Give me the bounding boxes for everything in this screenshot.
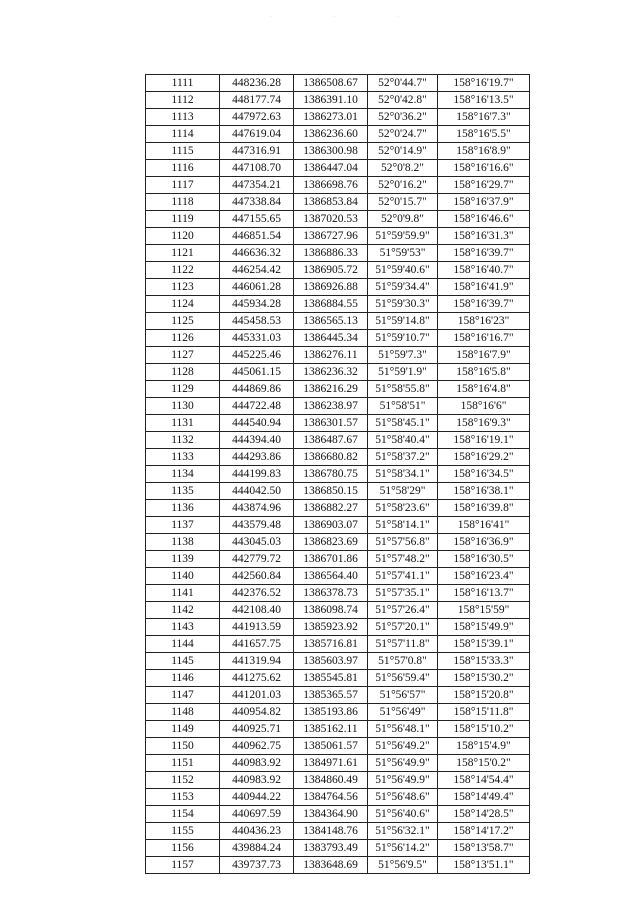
point-number-cell: 1137 — [146, 517, 220, 534]
table-row — [146, 228, 530, 245]
point-number-cell: 1148 — [146, 704, 220, 721]
point-number-cell: 1143 — [146, 619, 220, 636]
point-number-cell: 1124 — [146, 296, 220, 313]
longitude-cell: 158°16'19.1" — [438, 432, 530, 449]
y-coordinate-cell: 1386903.07 — [294, 517, 368, 534]
x-coordinate-cell: 440697.59 — [220, 806, 294, 823]
longitude-cell: 158°15'39.1" — [438, 636, 530, 653]
longitude-cell: 158°16'41.9" — [438, 279, 530, 296]
table-row — [146, 466, 530, 483]
x-coordinate-cell: 440983.92 — [220, 755, 294, 772]
x-coordinate-cell: 447108.70 — [220, 160, 294, 177]
x-coordinate-cell: 447619.04 — [220, 126, 294, 143]
longitude-cell: 158°16'46.6" — [438, 211, 530, 228]
point-number-cell: 1144 — [146, 636, 220, 653]
table-row — [146, 245, 530, 262]
table-row — [146, 194, 530, 211]
latitude-cell: 51°57'35.1" — [368, 585, 438, 602]
point-number-cell: 1132 — [146, 432, 220, 449]
latitude-cell: 51°57'11.8" — [368, 636, 438, 653]
table-row — [146, 279, 530, 296]
table-row — [146, 517, 530, 534]
longitude-cell: 158°15'0.2" — [438, 755, 530, 772]
latitude-cell: 51°56'9.5" — [368, 857, 438, 874]
y-coordinate-cell: 1385162.11 — [294, 721, 368, 738]
latitude-cell: 52°0'24.7" — [368, 126, 438, 143]
point-number-cell: 1116 — [146, 160, 220, 177]
longitude-cell: 158°16'34.5" — [438, 466, 530, 483]
point-number-cell: 1154 — [146, 806, 220, 823]
point-number-cell: 1149 — [146, 721, 220, 738]
y-coordinate-cell: 1386236.32 — [294, 364, 368, 381]
longitude-cell: 158°16'30.5" — [438, 551, 530, 568]
x-coordinate-cell: 445458.53 — [220, 313, 294, 330]
table-row — [146, 432, 530, 449]
point-number-cell: 1152 — [146, 772, 220, 789]
latitude-cell: 51°56'49.9" — [368, 755, 438, 772]
x-coordinate-cell: 440925.71 — [220, 721, 294, 738]
longitude-cell: 158°16'8.9" — [438, 143, 530, 160]
longitude-cell: 158°16'16.6" — [438, 160, 530, 177]
latitude-cell: 51°56'48.6" — [368, 789, 438, 806]
y-coordinate-cell: 1385923.92 — [294, 619, 368, 636]
longitude-cell: 158°16'39.7" — [438, 245, 530, 262]
longitude-cell: 158°16'37.9" — [438, 194, 530, 211]
x-coordinate-cell: 441275.62 — [220, 670, 294, 687]
longitude-cell: 158°16'13.7" — [438, 585, 530, 602]
y-coordinate-cell: 1385545.81 — [294, 670, 368, 687]
latitude-cell: 51°56'49" — [368, 704, 438, 721]
y-coordinate-cell: 1385603.97 — [294, 653, 368, 670]
point-number-cell: 1134 — [146, 466, 220, 483]
y-coordinate-cell: 1384364.90 — [294, 806, 368, 823]
x-coordinate-cell: 447338.84 — [220, 194, 294, 211]
longitude-cell: 158°13'51.1" — [438, 857, 530, 874]
table-row — [146, 262, 530, 279]
longitude-cell: 158°16'31.3" — [438, 228, 530, 245]
point-number-cell: 1126 — [146, 330, 220, 347]
latitude-cell: 51°57'41.1" — [368, 568, 438, 585]
table-row — [146, 415, 530, 432]
point-number-cell: 1156 — [146, 840, 220, 857]
latitude-cell: 52°0'44.7" — [368, 75, 438, 92]
table-row — [146, 602, 530, 619]
longitude-cell: 158°16'38.1" — [438, 483, 530, 500]
y-coordinate-cell: 1386882.27 — [294, 500, 368, 517]
x-coordinate-cell: 444869.86 — [220, 381, 294, 398]
longitude-cell: 158°16'9.3" — [438, 415, 530, 432]
longitude-cell: 158°16'39.7" — [438, 296, 530, 313]
longitude-cell: 158°16'23.4" — [438, 568, 530, 585]
latitude-cell: 51°58'45.1" — [368, 415, 438, 432]
y-coordinate-cell: 1386905.72 — [294, 262, 368, 279]
point-number-cell: 1114 — [146, 126, 220, 143]
y-coordinate-cell: 1386508.67 — [294, 75, 368, 92]
x-coordinate-cell: 444293.86 — [220, 449, 294, 466]
y-coordinate-cell: 1386886.33 — [294, 245, 368, 262]
latitude-cell: 51°58'51" — [368, 398, 438, 415]
latitude-cell: 51°59'40.6" — [368, 262, 438, 279]
point-number-cell: 1151 — [146, 755, 220, 772]
table-row — [146, 568, 530, 585]
longitude-cell: 158°16'5.8" — [438, 364, 530, 381]
longitude-cell: 158°15'30.2" — [438, 670, 530, 687]
point-number-cell: 1127 — [146, 347, 220, 364]
x-coordinate-cell: 447972.63 — [220, 109, 294, 126]
latitude-cell: 51°58'29" — [368, 483, 438, 500]
table-row — [146, 92, 530, 109]
y-coordinate-cell: 1386701.86 — [294, 551, 368, 568]
table-row — [146, 347, 530, 364]
point-number-cell: 1140 — [146, 568, 220, 585]
latitude-cell: 51°56'48.1" — [368, 721, 438, 738]
y-coordinate-cell: 1386564.40 — [294, 568, 368, 585]
latitude-cell: 51°57'20.1" — [368, 619, 438, 636]
latitude-cell: 52°0'9.8" — [368, 211, 438, 228]
longitude-cell: 158°16'29.2" — [438, 449, 530, 466]
scan-specks: · · · — [270, 14, 429, 20]
latitude-cell: 51°59'34.4" — [368, 279, 438, 296]
point-number-cell: 1138 — [146, 534, 220, 551]
coordinates-table — [145, 74, 530, 874]
table-row — [146, 483, 530, 500]
y-coordinate-cell: 1386300.98 — [294, 143, 368, 160]
longitude-cell: 158°15'59" — [438, 602, 530, 619]
point-number-cell: 1131 — [146, 415, 220, 432]
y-coordinate-cell: 1386850.15 — [294, 483, 368, 500]
y-coordinate-cell: 1386391.10 — [294, 92, 368, 109]
coordinates-table-container — [145, 74, 529, 874]
y-coordinate-cell: 1386378.73 — [294, 585, 368, 602]
x-coordinate-cell: 447155.65 — [220, 211, 294, 228]
y-coordinate-cell: 1386216.29 — [294, 381, 368, 398]
table-row — [146, 653, 530, 670]
latitude-cell: 52°0'14.9" — [368, 143, 438, 160]
x-coordinate-cell: 447316.91 — [220, 143, 294, 160]
x-coordinate-cell: 442108.40 — [220, 602, 294, 619]
y-coordinate-cell: 1386823.69 — [294, 534, 368, 551]
x-coordinate-cell: 446061.28 — [220, 279, 294, 296]
table-row — [146, 857, 530, 874]
latitude-cell: 51°59'59.9" — [368, 228, 438, 245]
point-number-cell: 1130 — [146, 398, 220, 415]
x-coordinate-cell: 447354.21 — [220, 177, 294, 194]
point-number-cell: 1120 — [146, 228, 220, 245]
table-row — [146, 364, 530, 381]
longitude-cell: 158°16'39.8" — [438, 500, 530, 517]
point-number-cell: 1141 — [146, 585, 220, 602]
point-number-cell: 1136 — [146, 500, 220, 517]
y-coordinate-cell: 1385193.86 — [294, 704, 368, 721]
longitude-cell: 158°16'29.7" — [438, 177, 530, 194]
longitude-cell: 158°15'49.9" — [438, 619, 530, 636]
y-coordinate-cell: 1383793.49 — [294, 840, 368, 857]
longitude-cell: 158°16'6" — [438, 398, 530, 415]
longitude-cell: 158°16'16.7" — [438, 330, 530, 347]
table-row — [146, 704, 530, 721]
table-row — [146, 75, 530, 92]
latitude-cell: 51°59'7.3" — [368, 347, 438, 364]
point-number-cell: 1115 — [146, 143, 220, 160]
table-row — [146, 381, 530, 398]
x-coordinate-cell: 443045.03 — [220, 534, 294, 551]
x-coordinate-cell: 445225.46 — [220, 347, 294, 364]
longitude-cell: 158°14'28.5" — [438, 806, 530, 823]
x-coordinate-cell: 439737.73 — [220, 857, 294, 874]
longitude-cell: 158°16'40.7" — [438, 262, 530, 279]
y-coordinate-cell: 1386565.13 — [294, 313, 368, 330]
x-coordinate-cell: 439884.24 — [220, 840, 294, 857]
longitude-cell: 158°16'23" — [438, 313, 530, 330]
x-coordinate-cell: 441319.94 — [220, 653, 294, 670]
y-coordinate-cell: 1386301.57 — [294, 415, 368, 432]
table-row — [146, 551, 530, 568]
x-coordinate-cell: 445061.15 — [220, 364, 294, 381]
longitude-cell: 158°15'11.8" — [438, 704, 530, 721]
y-coordinate-cell: 1386680.82 — [294, 449, 368, 466]
latitude-cell: 51°58'40.4" — [368, 432, 438, 449]
latitude-cell: 51°59'53" — [368, 245, 438, 262]
x-coordinate-cell: 444199.83 — [220, 466, 294, 483]
coordinates-table-body — [146, 75, 530, 874]
latitude-cell: 51°56'14.2" — [368, 840, 438, 857]
y-coordinate-cell: 1386780.75 — [294, 466, 368, 483]
table-row — [146, 721, 530, 738]
x-coordinate-cell: 443874.96 — [220, 500, 294, 517]
longitude-cell: 158°16'4.8" — [438, 381, 530, 398]
table-row — [146, 585, 530, 602]
point-number-cell: 1147 — [146, 687, 220, 704]
point-number-cell: 1117 — [146, 177, 220, 194]
longitude-cell: 158°15'20.8" — [438, 687, 530, 704]
x-coordinate-cell: 440944.22 — [220, 789, 294, 806]
x-coordinate-cell: 440436.23 — [220, 823, 294, 840]
y-coordinate-cell: 1384148.76 — [294, 823, 368, 840]
y-coordinate-cell: 1386727.96 — [294, 228, 368, 245]
latitude-cell: 52°0'16.2" — [368, 177, 438, 194]
point-number-cell: 1123 — [146, 279, 220, 296]
y-coordinate-cell: 1386884.55 — [294, 296, 368, 313]
x-coordinate-cell: 440954.82 — [220, 704, 294, 721]
y-coordinate-cell: 1386236.60 — [294, 126, 368, 143]
x-coordinate-cell: 445331.03 — [220, 330, 294, 347]
latitude-cell: 52°0'15.7" — [368, 194, 438, 211]
latitude-cell: 51°57'0.8" — [368, 653, 438, 670]
longitude-cell: 158°16'7.3" — [438, 109, 530, 126]
table-row — [146, 500, 530, 517]
y-coordinate-cell: 1386098.74 — [294, 602, 368, 619]
x-coordinate-cell: 442376.52 — [220, 585, 294, 602]
longitude-cell: 158°13'58.7" — [438, 840, 530, 857]
latitude-cell: 51°59'14.8" — [368, 313, 438, 330]
point-number-cell: 1125 — [146, 313, 220, 330]
x-coordinate-cell: 443579.48 — [220, 517, 294, 534]
x-coordinate-cell: 440962.75 — [220, 738, 294, 755]
y-coordinate-cell: 1383648.69 — [294, 857, 368, 874]
latitude-cell: 51°57'56.8" — [368, 534, 438, 551]
point-number-cell: 1122 — [146, 262, 220, 279]
point-number-cell: 1150 — [146, 738, 220, 755]
longitude-cell: 158°15'10.2" — [438, 721, 530, 738]
table-row — [146, 534, 530, 551]
point-number-cell: 1153 — [146, 789, 220, 806]
point-number-cell: 1128 — [146, 364, 220, 381]
point-number-cell: 1133 — [146, 449, 220, 466]
table-row — [146, 313, 530, 330]
table-row — [146, 755, 530, 772]
latitude-cell: 52°0'42.8" — [368, 92, 438, 109]
table-row — [146, 670, 530, 687]
y-coordinate-cell: 1386276.11 — [294, 347, 368, 364]
latitude-cell: 51°59'10.7" — [368, 330, 438, 347]
y-coordinate-cell: 1384860.49 — [294, 772, 368, 789]
table-row — [146, 619, 530, 636]
latitude-cell: 51°58'23.6" — [368, 500, 438, 517]
y-coordinate-cell: 1386273.01 — [294, 109, 368, 126]
table-row — [146, 823, 530, 840]
longitude-cell: 158°14'54.4" — [438, 772, 530, 789]
latitude-cell: 51°56'49.9" — [368, 772, 438, 789]
table-row — [146, 772, 530, 789]
point-number-cell: 1121 — [146, 245, 220, 262]
longitude-cell: 158°16'19.7" — [438, 75, 530, 92]
point-number-cell: 1119 — [146, 211, 220, 228]
table-row — [146, 160, 530, 177]
point-number-cell: 1155 — [146, 823, 220, 840]
x-coordinate-cell: 441913.59 — [220, 619, 294, 636]
point-number-cell: 1145 — [146, 653, 220, 670]
y-coordinate-cell: 1387020.53 — [294, 211, 368, 228]
latitude-cell: 51°56'49.2" — [368, 738, 438, 755]
x-coordinate-cell: 446254.42 — [220, 262, 294, 279]
point-number-cell: 1113 — [146, 109, 220, 126]
latitude-cell: 51°57'48.2" — [368, 551, 438, 568]
point-number-cell: 1135 — [146, 483, 220, 500]
point-number-cell: 1146 — [146, 670, 220, 687]
y-coordinate-cell: 1386445.34 — [294, 330, 368, 347]
latitude-cell: 51°58'55.8" — [368, 381, 438, 398]
longitude-cell: 158°16'13.5" — [438, 92, 530, 109]
table-row — [146, 840, 530, 857]
x-coordinate-cell: 446851.54 — [220, 228, 294, 245]
y-coordinate-cell: 1385061.57 — [294, 738, 368, 755]
y-coordinate-cell: 1386447.04 — [294, 160, 368, 177]
x-coordinate-cell: 441657.75 — [220, 636, 294, 653]
x-coordinate-cell: 444394.40 — [220, 432, 294, 449]
x-coordinate-cell: 445934.28 — [220, 296, 294, 313]
table-row — [146, 789, 530, 806]
x-coordinate-cell: 446636.32 — [220, 245, 294, 262]
x-coordinate-cell: 444722.48 — [220, 398, 294, 415]
table-row — [146, 211, 530, 228]
x-coordinate-cell: 448236.28 — [220, 75, 294, 92]
x-coordinate-cell: 440983.92 — [220, 772, 294, 789]
longitude-cell: 158°15'4.9" — [438, 738, 530, 755]
y-coordinate-cell: 1386926.88 — [294, 279, 368, 296]
table-row — [146, 296, 530, 313]
latitude-cell: 51°56'57" — [368, 687, 438, 704]
longitude-cell: 158°16'7.9" — [438, 347, 530, 364]
longitude-cell: 158°15'33.3" — [438, 653, 530, 670]
latitude-cell: 51°56'40.6" — [368, 806, 438, 823]
point-number-cell: 1142 — [146, 602, 220, 619]
point-number-cell: 1129 — [146, 381, 220, 398]
y-coordinate-cell: 1385365.57 — [294, 687, 368, 704]
latitude-cell: 51°59'1.9" — [368, 364, 438, 381]
longitude-cell: 158°16'41" — [438, 517, 530, 534]
latitude-cell: 51°59'30.3" — [368, 296, 438, 313]
latitude-cell: 52°0'8.2" — [368, 160, 438, 177]
longitude-cell: 158°16'5.5" — [438, 126, 530, 143]
y-coordinate-cell: 1386238.97 — [294, 398, 368, 415]
table-row — [146, 143, 530, 160]
table-row — [146, 398, 530, 415]
table-row — [146, 126, 530, 143]
latitude-cell: 51°56'32.1" — [368, 823, 438, 840]
point-number-cell: 1111 — [146, 75, 220, 92]
y-coordinate-cell: 1385716.81 — [294, 636, 368, 653]
table-row — [146, 449, 530, 466]
point-number-cell: 1112 — [146, 92, 220, 109]
table-row — [146, 177, 530, 194]
y-coordinate-cell: 1386853.84 — [294, 194, 368, 211]
longitude-cell: 158°16'36.9" — [438, 534, 530, 551]
y-coordinate-cell: 1386487.67 — [294, 432, 368, 449]
table-row — [146, 806, 530, 823]
table-row — [146, 687, 530, 704]
longitude-cell: 158°14'17.2" — [438, 823, 530, 840]
x-coordinate-cell: 448177.74 — [220, 92, 294, 109]
x-coordinate-cell: 441201.03 — [220, 687, 294, 704]
x-coordinate-cell: 442779.72 — [220, 551, 294, 568]
longitude-cell: 158°14'49.4" — [438, 789, 530, 806]
table-row — [146, 330, 530, 347]
point-number-cell: 1157 — [146, 857, 220, 874]
y-coordinate-cell: 1386698.76 — [294, 177, 368, 194]
y-coordinate-cell: 1384971.61 — [294, 755, 368, 772]
x-coordinate-cell: 442560.84 — [220, 568, 294, 585]
latitude-cell: 51°58'14.1" — [368, 517, 438, 534]
point-number-cell: 1139 — [146, 551, 220, 568]
latitude-cell: 51°58'34.1" — [368, 466, 438, 483]
x-coordinate-cell: 444042.50 — [220, 483, 294, 500]
latitude-cell: 51°56'59.4" — [368, 670, 438, 687]
table-row — [146, 738, 530, 755]
latitude-cell: 51°58'37.2" — [368, 449, 438, 466]
y-coordinate-cell: 1384764.56 — [294, 789, 368, 806]
latitude-cell: 52°0'36.2" — [368, 109, 438, 126]
table-row — [146, 636, 530, 653]
point-number-cell: 1118 — [146, 194, 220, 211]
x-coordinate-cell: 444540.94 — [220, 415, 294, 432]
table-row — [146, 109, 530, 126]
latitude-cell: 51°57'26.4" — [368, 602, 438, 619]
